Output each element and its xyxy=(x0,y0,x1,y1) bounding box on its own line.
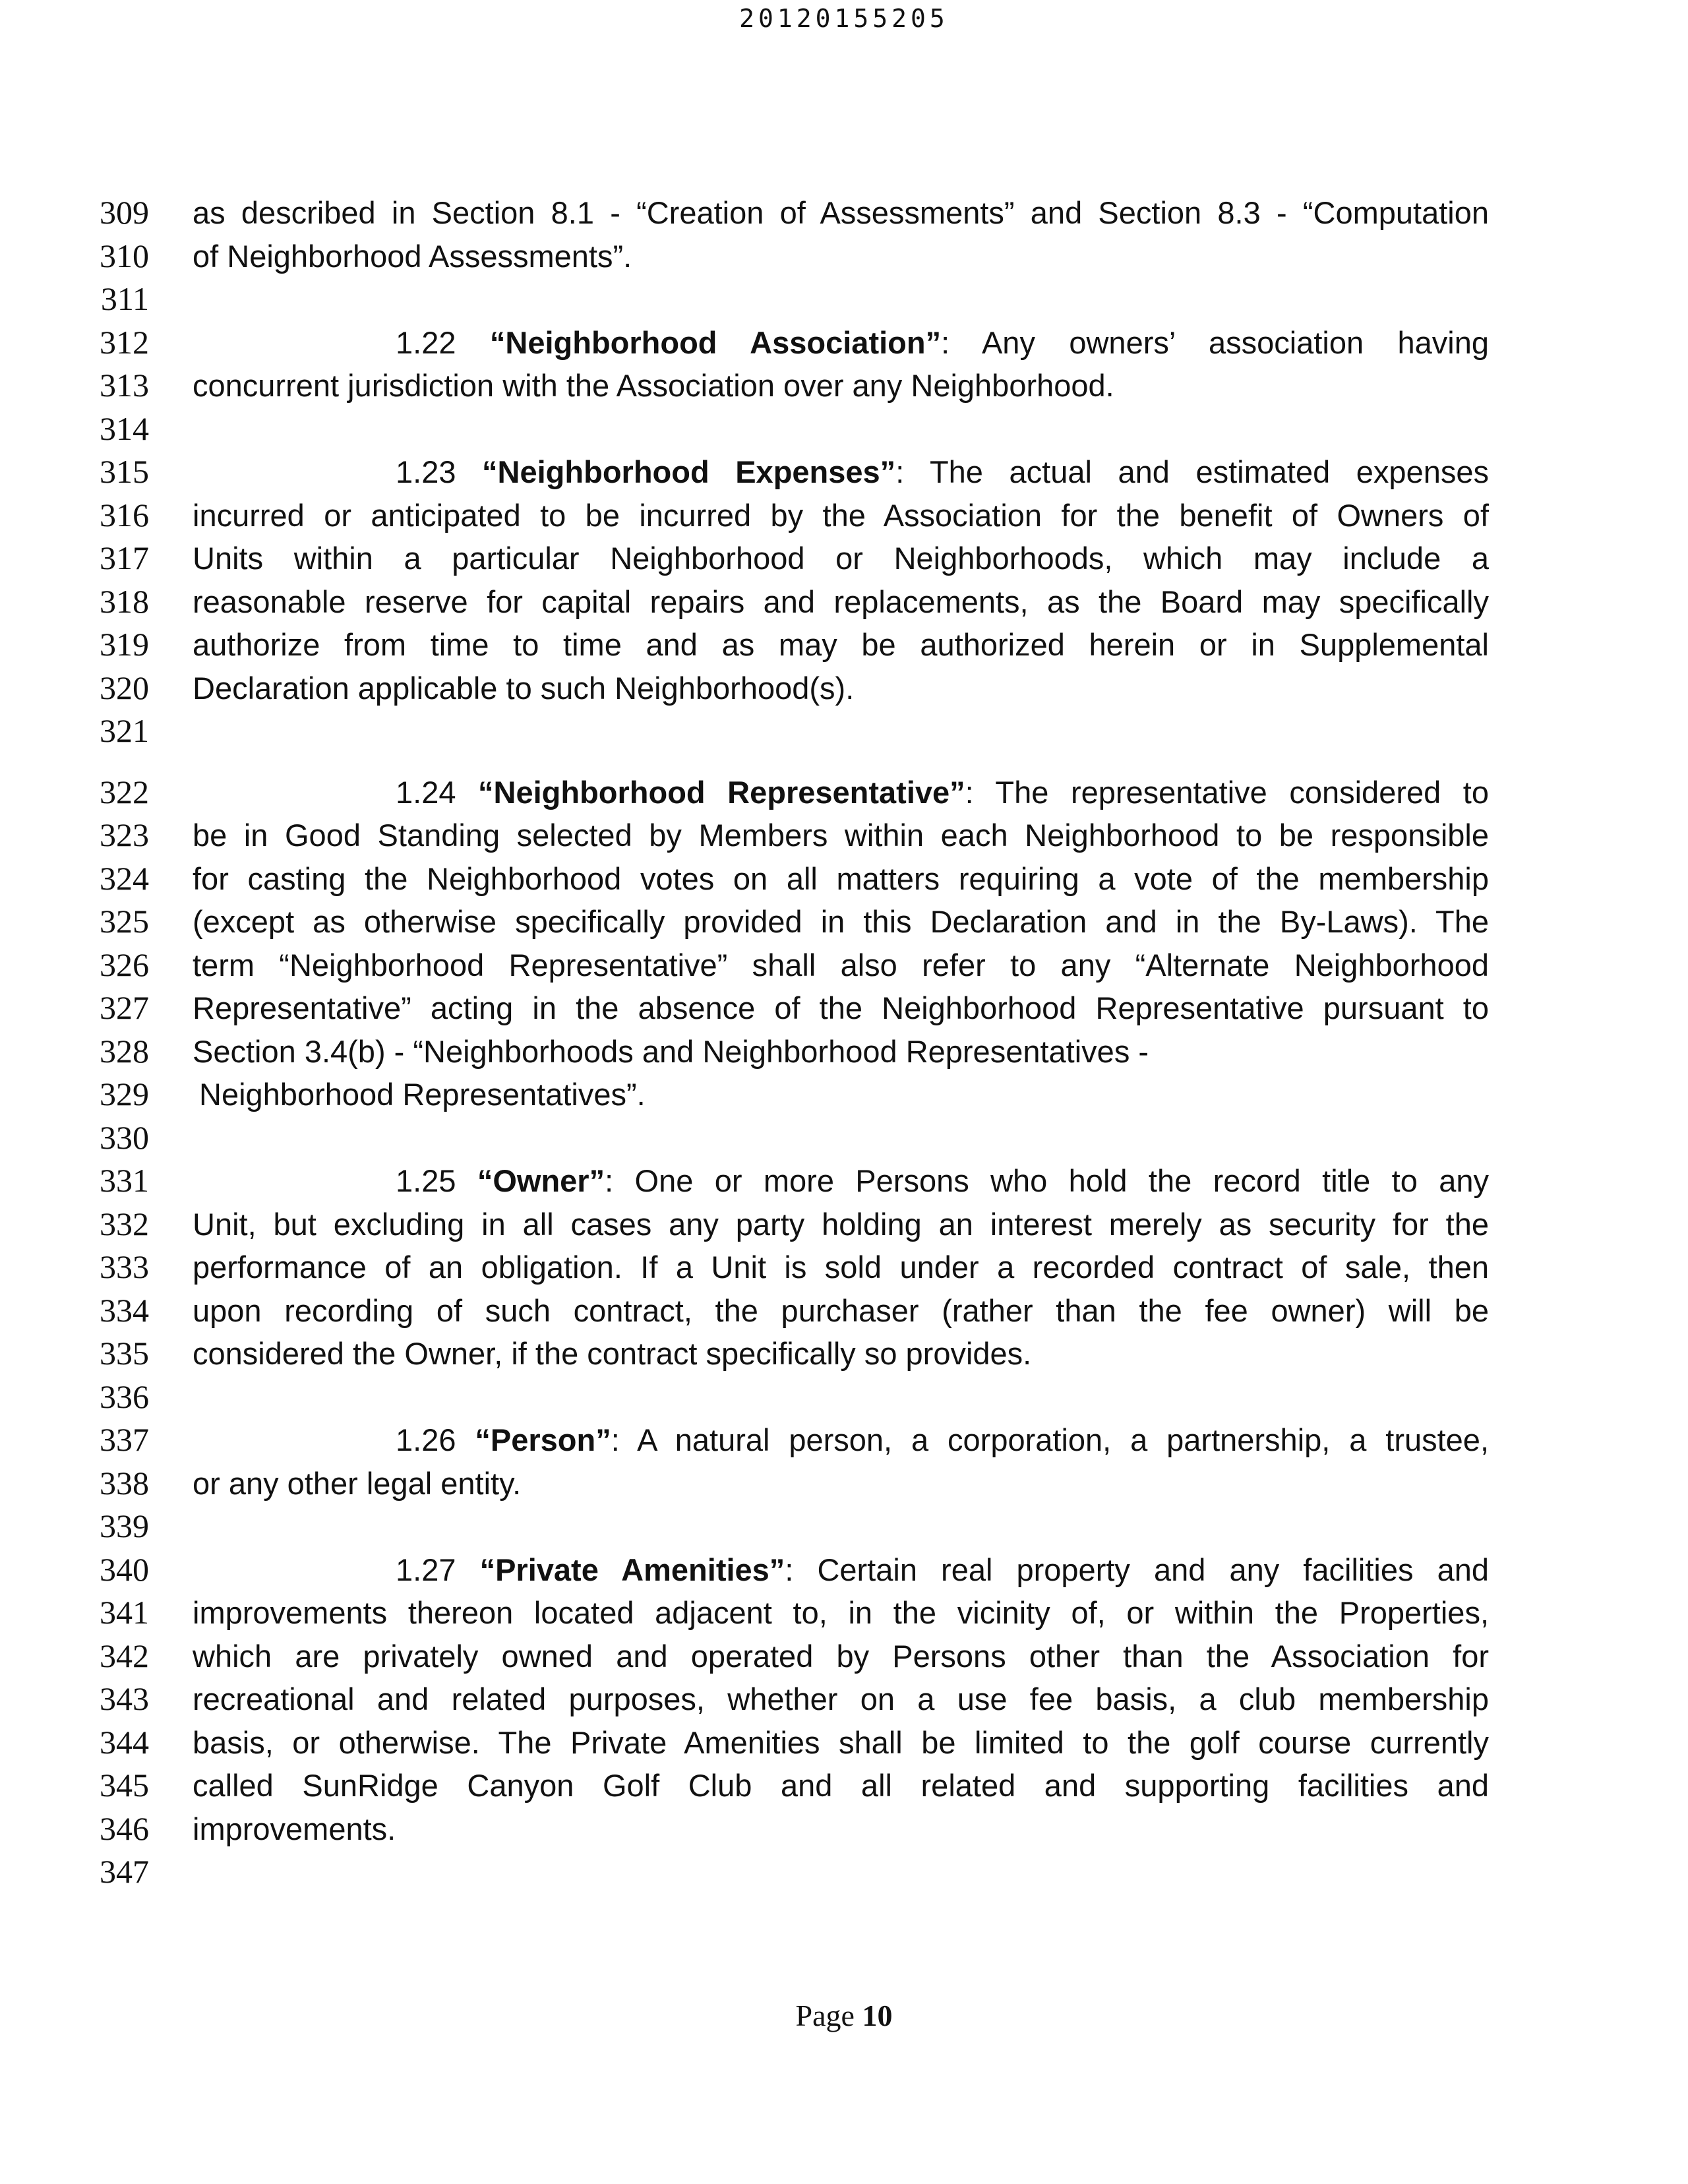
line-text: concurrent jurisdiction with the Association over any Neighborhood. xyxy=(193,368,1114,403)
section-heading-1-26 xyxy=(193,1418,1489,1462)
section-text: : Any owners’ association having xyxy=(941,324,1490,360)
line-number: 346 xyxy=(100,1809,149,1847)
line-315 xyxy=(0,450,1688,494)
defined-term: “Neighborhood Association” xyxy=(489,324,942,360)
line-number: 336 xyxy=(100,1378,149,1415)
defined-term: “Owner” xyxy=(477,1163,605,1198)
line-number: 333 xyxy=(100,1248,149,1285)
line-number: 329 xyxy=(100,1076,149,1112)
line-text: recreational and related purposes, whether on a use fee basis, a club membership xyxy=(193,1682,1489,1716)
line-number: 347 xyxy=(100,1853,149,1890)
line-number: 338 xyxy=(100,1464,149,1502)
line-329 xyxy=(0,1073,1688,1116)
defined-term: “Neighborhood Expenses” xyxy=(482,454,896,489)
line-number: 317 xyxy=(100,539,149,576)
section-heading-1-22 xyxy=(193,321,1489,365)
line-316 xyxy=(0,494,1688,537)
line-321 xyxy=(0,710,1688,753)
line-text: considered the Owner, if the contract specifically so provides. xyxy=(193,1336,1032,1371)
section-heading-1-27 xyxy=(193,1548,1489,1592)
line-text: Units within a particular Neighborhood or Neighborhoods, which may include a xyxy=(193,541,1489,576)
line-324 xyxy=(0,857,1688,901)
line-text: incurred or anticipated to be incurred by the Association for the benefit of Owners of xyxy=(193,497,1489,533)
line-number: 316 xyxy=(100,496,149,533)
line-332 xyxy=(0,1203,1688,1246)
line-326 xyxy=(0,944,1688,987)
page-number: 10 xyxy=(862,1999,893,2032)
line-text: improvements thereon located adjacent to, in the vicinity of, or within the Properties, xyxy=(193,1595,1489,1630)
section-text: : Certain real property and any facilities and xyxy=(785,1552,1489,1587)
line-335 xyxy=(0,1332,1688,1376)
line-number: 345 xyxy=(100,1767,149,1804)
line-312 xyxy=(0,321,1688,365)
line-339 xyxy=(0,1505,1688,1548)
line-text: called SunRidge Canyon Golf Club and all related and supporting facilities and xyxy=(193,1768,1489,1803)
line-number: 320 xyxy=(100,669,149,706)
line-336 xyxy=(0,1376,1688,1419)
page-footer xyxy=(0,1998,1688,2033)
line-number: 321 xyxy=(100,712,149,749)
line-331 xyxy=(0,1159,1688,1203)
line-number: 323 xyxy=(100,816,149,853)
line-325 xyxy=(0,900,1688,944)
line-text: of Neighborhood Assessments”. xyxy=(193,238,632,274)
line-314 xyxy=(0,408,1688,451)
line-330 xyxy=(0,1116,1688,1160)
line-number: 310 xyxy=(100,237,149,274)
section-number: 1.25 xyxy=(396,1163,456,1198)
line-text: Representative” acting in the absence of the Neighborhood Representative pursuant to xyxy=(193,990,1489,1025)
line-number: 343 xyxy=(100,1680,149,1717)
line-number: 315 xyxy=(100,453,149,490)
line-344 xyxy=(0,1721,1688,1765)
line-text: (except as otherwise specifically provided in this Declaration and in the By-Laws). The xyxy=(193,904,1489,939)
line-number: 311 xyxy=(100,280,149,317)
line-338 xyxy=(0,1462,1688,1505)
line-number: 313 xyxy=(100,367,149,404)
line-318 xyxy=(0,580,1688,624)
line-number: 334 xyxy=(100,1291,149,1329)
spacer xyxy=(0,753,1688,771)
line-328 xyxy=(0,1030,1688,1074)
line-317 xyxy=(0,537,1688,580)
section-number: 1.26 xyxy=(396,1422,456,1457)
line-number: 314 xyxy=(100,410,149,447)
line-345 xyxy=(0,1764,1688,1807)
line-text: authorize from time to time and as may be authorized herein or in Supplemental xyxy=(193,627,1489,662)
line-number: 322 xyxy=(100,773,149,810)
line-320 xyxy=(0,667,1688,710)
line-number: 324 xyxy=(100,859,149,897)
line-number: 330 xyxy=(100,1118,149,1156)
line-309 xyxy=(0,191,1688,235)
line-text: upon recording of such contract, the purchaser (rather than the fee owner) will be xyxy=(193,1292,1489,1328)
defined-term: “Private Amenities” xyxy=(479,1552,785,1587)
line-number: 328 xyxy=(100,1032,149,1070)
section-number: 1.27 xyxy=(396,1552,456,1587)
line-text: basis, or otherwise. The Private Amenities shall be limited to the golf course currently xyxy=(193,1724,1489,1760)
line-text: reasonable reserve for capital repairs and replacements, as the Board may specifically xyxy=(193,584,1489,619)
line-347 xyxy=(0,1850,1688,1894)
line-343 xyxy=(0,1678,1688,1721)
line-number: 335 xyxy=(100,1335,149,1372)
line-323 xyxy=(0,814,1688,857)
line-322 xyxy=(0,771,1688,814)
line-number: 309 xyxy=(100,194,149,231)
line-text: be in Good Standing selected by Members within each Neighborhood to be responsible xyxy=(193,818,1489,853)
line-number: 344 xyxy=(100,1723,149,1761)
line-number: 319 xyxy=(100,626,149,663)
line-337 xyxy=(0,1418,1688,1462)
line-text: Neighborhood Representatives”. xyxy=(199,1077,646,1112)
line-text: as described in Section 8.1 - “Creation of Assessments” and Section 8.3 - “Computation xyxy=(193,195,1489,230)
line-number: 312 xyxy=(100,323,149,361)
page-label: Page xyxy=(795,1999,855,2032)
line-text: for casting the Neighborhood votes on all matters requiring a vote of the membership xyxy=(193,861,1489,896)
section-text: : The actual and estimated expenses xyxy=(895,454,1489,489)
line-342 xyxy=(0,1635,1688,1678)
line-327 xyxy=(0,986,1688,1030)
line-number: 332 xyxy=(100,1205,149,1242)
line-334 xyxy=(0,1289,1688,1333)
line-text: improvements. xyxy=(193,1811,396,1846)
line-number: 337 xyxy=(100,1421,149,1458)
section-number: 1.24 xyxy=(396,774,456,810)
section-heading-1-23 xyxy=(193,450,1489,494)
line-text: which are privately owned and operated by Persons other than the Association for xyxy=(193,1638,1489,1674)
section-number: 1.22 xyxy=(396,324,456,360)
line-311 xyxy=(0,278,1688,321)
line-319 xyxy=(0,623,1688,667)
line-number: 342 xyxy=(100,1637,149,1674)
line-340 xyxy=(0,1548,1688,1592)
section-text: : The representative considered to xyxy=(965,774,1489,810)
section-number: 1.23 xyxy=(396,454,456,489)
line-number: 340 xyxy=(100,1550,149,1588)
line-text: term “Neighborhood Representative” shall also refer to any “Alternate Neighborhood xyxy=(193,947,1489,983)
line-number: 339 xyxy=(100,1507,149,1544)
defined-term: “Person” xyxy=(475,1422,611,1457)
section-heading-1-25 xyxy=(193,1159,1489,1203)
line-text: Declaration applicable to such Neighborhood(s). xyxy=(193,670,855,706)
line-346 xyxy=(0,1807,1688,1851)
document-id: 20120155205 xyxy=(739,4,949,33)
line-313 xyxy=(0,364,1688,408)
line-number: 331 xyxy=(100,1162,149,1199)
section-text: : A natural person, a corporation, a partnership, a trustee, xyxy=(611,1422,1489,1457)
line-number: 327 xyxy=(100,989,149,1026)
defined-term: “Neighborhood Representative” xyxy=(478,774,965,810)
line-text: Unit, but excluding in all cases any party holding an interest merely as security for the xyxy=(193,1206,1489,1242)
line-text: or any other legal entity. xyxy=(193,1465,522,1501)
section-text: : One or more Persons who hold the record title to any xyxy=(605,1163,1489,1198)
line-341 xyxy=(0,1591,1688,1635)
line-number: 341 xyxy=(100,1594,149,1631)
line-number: 325 xyxy=(100,903,149,940)
line-text: performance of an obligation. If a Unit is sold under a recorded contract of sale, then xyxy=(193,1250,1489,1285)
line-310 xyxy=(0,235,1688,278)
line-number: 318 xyxy=(100,582,149,620)
document-body xyxy=(0,191,1688,1894)
section-heading-1-24 xyxy=(193,771,1489,814)
line-text: Section 3.4(b) - “Neighborhoods and Neighborhood Representatives - xyxy=(193,1033,1149,1069)
line-333 xyxy=(0,1246,1688,1289)
line-number: 326 xyxy=(100,946,149,983)
